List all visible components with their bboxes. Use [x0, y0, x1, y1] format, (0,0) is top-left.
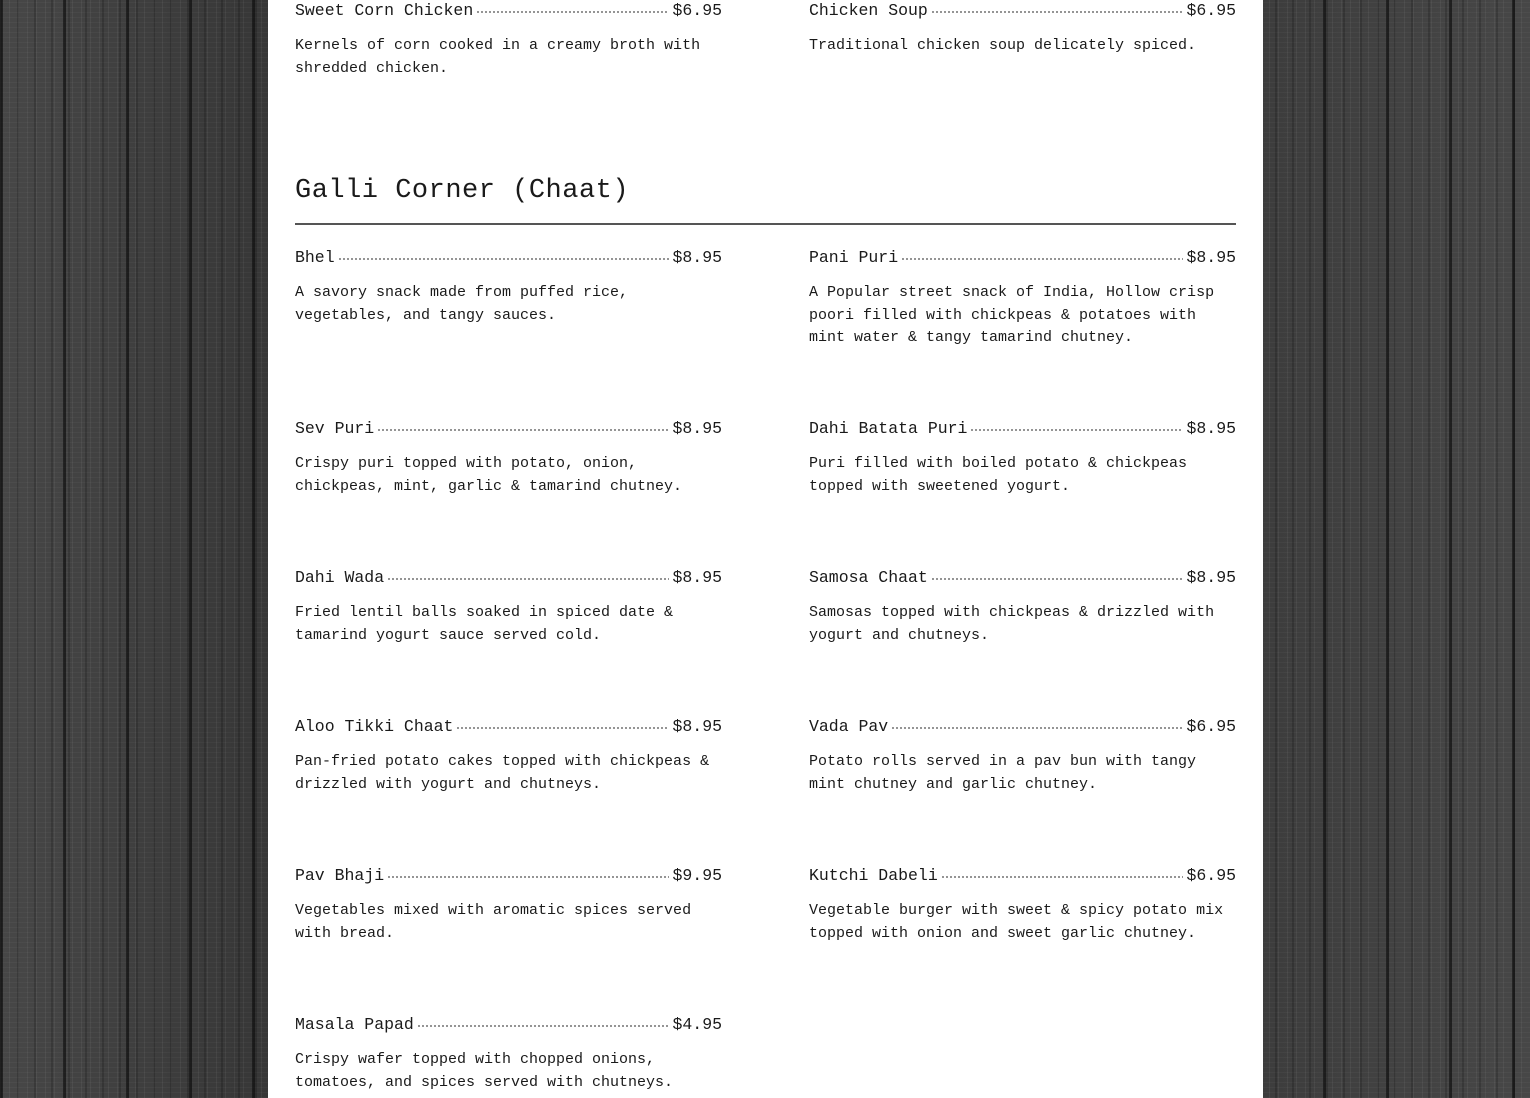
dotted-leader	[387, 876, 669, 878]
menu-page	[268, 0, 1263, 1098]
menu-item-samosa-chaat	[809, 568, 1236, 647]
menu-item-header	[295, 1015, 722, 1035]
menu-item-dahi-batata-puri	[809, 419, 1236, 498]
dotted-leader	[456, 727, 669, 729]
menu-item-name: Chicken Soup	[809, 1, 928, 20]
dotted-leader	[377, 429, 669, 431]
menu-item-header	[295, 248, 722, 268]
menu-item-description: Pan-fried potato cakes topped with chickpeas & drizzled with yogurt and chutneys.	[295, 753, 710, 793]
menu-item-price: $8.95	[1186, 248, 1236, 267]
menu-item-description: Samosas topped with chickpeas & drizzled with yogurt and chutneys.	[809, 604, 1215, 644]
menu-item-header	[295, 419, 722, 439]
dotted-leader	[417, 1025, 670, 1027]
dotted-leader	[941, 876, 1184, 878]
menu-item-description: Traditional chicken soup delicately spiced.	[809, 37, 1197, 54]
menu-item-description: Crispy puri topped with potato, onion, chickpeas, mint, garlic & tamarind chutney.	[295, 455, 683, 495]
menu-item-price: $6.95	[672, 1, 722, 20]
menu-item-description: Crispy wafer topped with chopped onions, tomatoes, and spices served with chutneys.	[295, 1051, 674, 1091]
menu-item-header	[809, 717, 1236, 737]
menu-item-header	[809, 866, 1236, 886]
section-title: Galli Corner (Chaat)	[295, 176, 630, 206]
dotted-leader	[931, 578, 1184, 580]
menu-item-description: Kernels of corn cooked in a creamy broth with shredded chicken.	[295, 37, 701, 77]
menu-item-price: $8.95	[672, 419, 722, 438]
menu-item-header	[295, 1, 722, 21]
dotted-leader	[901, 258, 1183, 260]
menu-item-description: Vegetable burger with sweet & spicy potato mix topped with onion and sweet garlic chutney.	[809, 902, 1224, 942]
menu-item-kutchi-dabeli	[809, 866, 1236, 945]
menu-item-header	[809, 419, 1236, 439]
dotted-leader	[891, 727, 1183, 729]
menu-item-name: Pav Bhaji	[295, 866, 385, 885]
menu-item-name: Kutchi Dabeli	[809, 866, 938, 885]
dotted-leader	[476, 11, 669, 13]
menu-item-aloo-tikki-chaat	[295, 717, 722, 796]
menu-item-description: Potato rolls served in a pav bun with tangy mint chutney and garlic chutney.	[809, 753, 1197, 793]
menu-item-chicken-soup	[809, 1, 1236, 58]
menu-item-price: $6.95	[1186, 717, 1236, 736]
menu-item-description: Puri filled with boiled potato & chickpeas topped with sweetened yogurt.	[809, 455, 1188, 495]
menu-item-name: Dahi Wada	[295, 568, 385, 587]
menu-item-description: Vegetables mixed with aromatic spices served with bread.	[295, 902, 692, 942]
dotted-leader	[387, 578, 669, 580]
menu-item-name: Sev Puri	[295, 419, 375, 438]
menu-item-name: Samosa Chaat	[809, 568, 928, 587]
menu-item-price: $6.95	[1186, 1, 1236, 20]
menu-item-price: $8.95	[672, 717, 722, 736]
menu-item-header	[809, 568, 1236, 588]
menu-item-name: Dahi Batata Puri	[809, 419, 968, 438]
menu-item-sev-puri	[295, 419, 722, 498]
menu-item-pav-bhaji	[295, 866, 722, 945]
menu-item-header	[295, 866, 722, 886]
dotted-leader	[970, 429, 1183, 431]
menu-item-price: $6.95	[1186, 866, 1236, 885]
dotted-leader	[338, 258, 670, 260]
menu-item-price: $8.95	[672, 568, 722, 587]
menu-item-description: A savory snack made from puffed rice, vegetables, and tangy sauces.	[295, 284, 629, 324]
menu-item-name: Pani Puri	[809, 248, 899, 267]
menu-item-sweet-corn-chicken	[295, 1, 722, 80]
menu-item-header	[809, 248, 1236, 268]
menu-item-name: Masala Papad	[295, 1015, 414, 1034]
section-divider	[295, 223, 1236, 225]
menu-item-masala-papad	[295, 1015, 722, 1094]
menu-item-bhel	[295, 248, 722, 327]
menu-item-pani-puri	[809, 248, 1236, 350]
dotted-leader	[931, 11, 1184, 13]
menu-item-price: $4.95	[672, 1015, 722, 1034]
menu-item-header	[295, 568, 722, 588]
menu-item-description: A Popular street snack of India, Hollow crisp poori filled with chickpeas & potatoes with mint water & tangy tamarind chutney.	[809, 284, 1215, 347]
menu-item-description: Fried lentil balls soaked in spiced date & tamarind yogurt sauce served cold.	[295, 604, 674, 644]
menu-item-price: $9.95	[672, 866, 722, 885]
menu-item-name: Bhel	[295, 248, 335, 267]
menu-item-dahi-wada	[295, 568, 722, 647]
menu-item-header	[809, 1, 1236, 21]
menu-item-vada-pav	[809, 717, 1236, 796]
menu-item-price: $8.95	[1186, 568, 1236, 587]
menu-item-name: Sweet Corn Chicken	[295, 1, 474, 20]
menu-item-header	[295, 717, 722, 737]
menu-item-price: $8.95	[1186, 419, 1236, 438]
menu-item-name: Aloo Tikki Chaat	[295, 717, 454, 736]
menu-item-name: Vada Pav	[809, 717, 889, 736]
menu-item-price: $8.95	[672, 248, 722, 267]
